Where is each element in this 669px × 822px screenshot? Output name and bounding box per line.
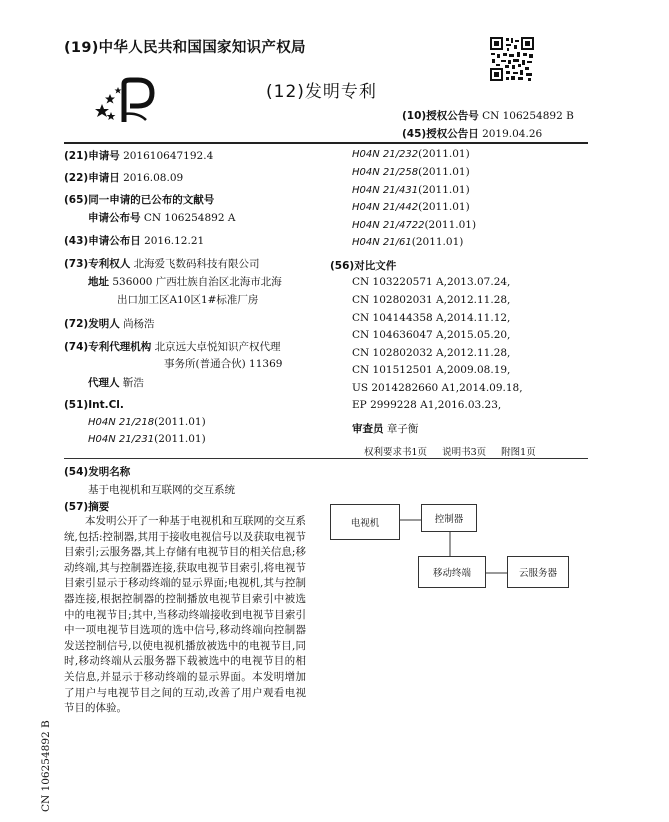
diagram-mobile-box xyxy=(418,556,486,588)
diagram-controller-label: 控制器 xyxy=(434,514,464,525)
cited-item: CN 104144358 A,2014.11.12, xyxy=(352,312,511,324)
ipc-date: (2011.01) xyxy=(424,219,477,231)
ipc-code: H04N 21/431 xyxy=(352,185,419,196)
patentee xyxy=(64,256,260,271)
ipc-date: (2011.01) xyxy=(418,201,470,213)
cnipa-emblem-icon xyxy=(94,74,160,124)
cited-label: (56)对比文件 xyxy=(330,260,397,272)
int-cl-heading xyxy=(64,399,124,411)
ipc-item xyxy=(352,201,470,213)
claims-pages: 权利要求书1页 xyxy=(364,447,428,458)
int-cl-date: (2011.01) xyxy=(154,416,206,428)
agent-label: 代理人 xyxy=(88,377,120,389)
prior-publication-label xyxy=(64,192,214,207)
application-date-value: 2016.08.09 xyxy=(123,172,184,184)
cited-item: CN 102802032 A,2012.11.28, xyxy=(352,347,511,359)
cited-heading xyxy=(330,258,396,273)
int-cl-item xyxy=(88,416,206,428)
int-cl-item xyxy=(88,433,206,445)
address-line-2: 出口加工区A10区1#标准厂房 xyxy=(117,294,259,306)
ipc-code: H04N 21/442 xyxy=(352,202,419,213)
cited-item: CN 104636047 A,2015.05.20, xyxy=(352,329,511,341)
inventor-value: 尚杨浩 xyxy=(123,318,155,330)
agent xyxy=(88,375,144,390)
abstract-text: 本发明公开了一种基于电视机和互联网的交互系统,包括:控制器,其用于接收电视信号以及获取电视节目索引;云服务器,其上存储有电视节目的相关信息;移动终端,其与控制器连接,获取电视节目索引,将电视节目索引显示于移动终端的显示界面;电视机,其与控制器连接,根据控制器的控制播放电视节目索引中被选中的电视节目;其中,当移动终端接收到电视节目索引中一项电视节目选项的选中信号,移动终端向控制器发送控制信号,以使电视机播放被选中的电视节目,同时,移动终端从云服务器下载被选中的电视节目的相关信息,并显示于移动终端的显示界面。本发明增加了用户与电视节目之间的互动,改善了用户观看电视节目的体验。 xyxy=(64,515,306,715)
cited-item: CN 103220571 A,2013.07.24, xyxy=(352,276,511,288)
ipc-date: (2011.01) xyxy=(418,184,470,196)
publication-number xyxy=(88,210,235,225)
agency-label: (74)专利代理机构 xyxy=(64,341,152,353)
diagram-tv-label: 电视机 xyxy=(350,518,380,529)
publication-number-label: 申请公布号 xyxy=(88,212,141,224)
drawings-pages: 附图1页 xyxy=(501,447,536,458)
diagram-mobile-label: 移动终端 xyxy=(432,568,471,579)
int-cl-code: H04N 21/218 xyxy=(88,417,155,428)
publication-date-value: 2016.12.21 xyxy=(144,235,205,247)
examiner xyxy=(352,421,418,436)
side-document-number: CN 106254892 B xyxy=(40,720,52,812)
invention-title-label: (54)发明名称 xyxy=(64,466,131,478)
grant-number xyxy=(402,108,574,123)
ipc-code: H04N 21/61 xyxy=(352,237,412,248)
inventor-label: (72)发明人 xyxy=(64,318,120,330)
ipc-code: H04N 21/258 xyxy=(352,167,419,178)
invention-title: 基于电视机和互联网的交互系统 xyxy=(88,484,235,496)
int-cl-date: (2011.01) xyxy=(154,433,206,445)
abstract-label: (57)摘要 xyxy=(64,501,110,513)
diagram-controller-box xyxy=(421,504,477,532)
application-number-value: 201610647192.4 xyxy=(123,150,214,162)
ipc-item xyxy=(352,219,476,231)
grant-date-label: (45)授权公告日 xyxy=(402,128,479,140)
grant-date xyxy=(402,126,542,141)
diagram-cloud-box xyxy=(507,556,569,588)
grant-date-value: 2019.04.26 xyxy=(482,128,543,140)
ipc-date: (2011.01) xyxy=(418,148,470,160)
patentee-label: (73)专利权人 xyxy=(64,258,131,270)
agency-line-2: 事务所(普通合伙) 11369 xyxy=(164,358,283,370)
publication-date-label: (43)申请公布日 xyxy=(64,235,141,247)
top-divider xyxy=(64,142,588,144)
address-label: 地址 xyxy=(88,276,109,288)
address-line-1: 536000 广西壮族自治区北海市北海 xyxy=(112,276,282,288)
application-number xyxy=(64,148,213,163)
cited-item: CN 101512501 A,2009.08.19, xyxy=(352,364,511,376)
inventor xyxy=(64,316,155,331)
office-name: (19)中华人民共和国国家知识产权局 xyxy=(64,40,306,56)
examiner-label: 审查员 xyxy=(352,423,384,435)
examiner-value: 章子衡 xyxy=(386,423,419,435)
grant-number-value: CN 106254892 B xyxy=(482,110,574,122)
int-cl-code: H04N 21/231 xyxy=(88,434,155,445)
ipc-code: H04N 21/4722 xyxy=(352,220,425,231)
patentee-value: 北海爱飞数码科技有限公司 xyxy=(133,258,260,270)
prior-publication-heading: (65)同一申请的已公布的文献号 xyxy=(64,194,215,206)
invention-title-heading xyxy=(64,464,130,479)
publication-date xyxy=(64,233,204,248)
ipc-code: H04N 21/232 xyxy=(352,149,419,160)
agency-line-1: 北京远大卓悦知识产权代理 xyxy=(154,341,281,353)
application-number-label: (21)申请号 xyxy=(64,150,120,162)
grant-number-label: (10)授权公告号 xyxy=(402,110,479,122)
ipc-item xyxy=(352,148,470,160)
agency xyxy=(64,339,281,354)
cited-item: CN 102802031 A,2012.11.28, xyxy=(352,294,511,306)
mid-divider xyxy=(64,458,588,459)
diagram-cloud-label: 云服务器 xyxy=(518,568,557,579)
ipc-date: (2011.01) xyxy=(411,236,464,248)
qr-code-icon xyxy=(489,36,535,82)
ipc-item xyxy=(352,184,470,196)
ipc-date: (2011.01) xyxy=(418,166,470,178)
ipc-item xyxy=(352,236,463,248)
page-counts xyxy=(364,444,548,458)
application-date-label: (22)申请日 xyxy=(64,172,120,184)
address xyxy=(88,274,282,289)
application-date xyxy=(64,170,183,185)
cited-item: US 2014282660 A1,2014.09.18, xyxy=(352,382,523,394)
cited-item: EP 2999228 A1,2016.03.23, xyxy=(352,399,502,411)
int-cl-label: (51)Int.Cl. xyxy=(64,399,124,411)
agent-value: 靳浩 xyxy=(122,377,144,389)
description-pages: 说明书3页 xyxy=(442,447,487,458)
publication-number-value: CN 106254892 A xyxy=(143,212,236,224)
diagram-tv-box xyxy=(330,504,400,540)
document-type: (12)发明专利 xyxy=(266,82,377,102)
abstract-heading xyxy=(64,499,109,514)
ipc-item xyxy=(352,166,470,178)
